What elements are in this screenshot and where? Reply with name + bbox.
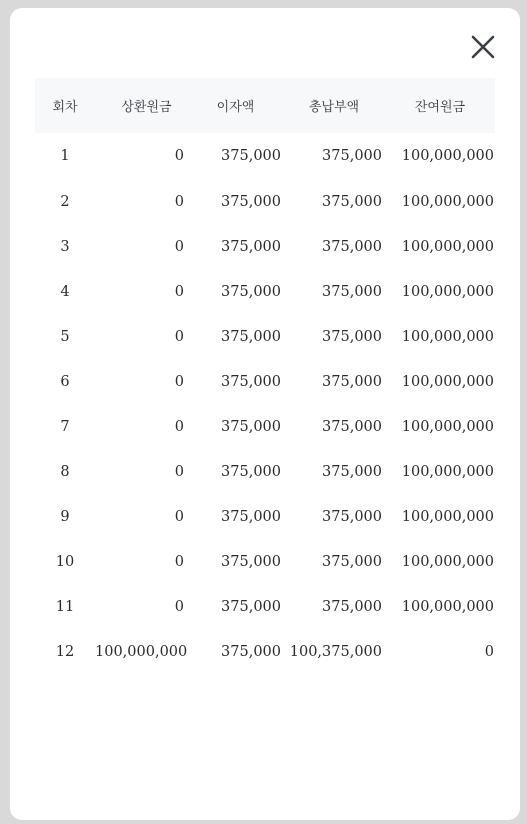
- cell-total-payment: 375,000: [322, 148, 382, 164]
- cell-round: 1: [60, 148, 70, 164]
- header-round: 회차: [52, 100, 78, 115]
- cell-remaining-principal: 100,000,000: [401, 598, 494, 615]
- cell-remaining-principal: 100,000,000: [401, 418, 494, 435]
- cell-interest: 375,000: [221, 373, 281, 390]
- cell-remaining-principal: 100,000,000: [401, 328, 494, 345]
- table-row: [35, 449, 495, 494]
- cell-principal: 0: [174, 553, 184, 570]
- cell-principal: 0: [174, 598, 184, 615]
- cell-total-payment: 375,000: [322, 598, 382, 615]
- cell-total-payment: 375,000: [322, 328, 382, 345]
- cell-round: 6: [60, 373, 70, 390]
- cell-round: 8: [60, 463, 70, 480]
- cell-total-payment: 375,000: [322, 553, 382, 570]
- cell-interest: 375,000: [221, 508, 281, 525]
- repayment-schedule-modal: [10, 8, 520, 820]
- cell-principal: 0: [174, 193, 184, 210]
- cell-remaining-principal: 100,000,000: [401, 463, 494, 480]
- close-icon: [468, 32, 498, 62]
- cell-interest: 375,000: [221, 193, 281, 210]
- repayment-schedule-table-wrap: [35, 78, 495, 674]
- cell-remaining-principal: 100,000,000: [401, 283, 494, 300]
- table-row: [35, 179, 495, 224]
- cell-total-payment: 375,000: [322, 418, 382, 435]
- cell-interest: 375,000: [221, 463, 281, 480]
- table-row: [35, 584, 495, 629]
- cell-principal: 0: [174, 148, 184, 164]
- cell-total-payment: 375,000: [322, 463, 382, 480]
- cell-remaining-principal: 100,000,000: [401, 238, 494, 255]
- cell-principal: 0: [174, 463, 184, 480]
- cell-remaining-principal: 100,000,000: [401, 373, 494, 390]
- table-row: [35, 314, 495, 359]
- cell-total-payment: 375,000: [322, 508, 382, 525]
- cell-interest: 375,000: [221, 328, 281, 345]
- cell-round: 11: [55, 598, 75, 615]
- cell-interest: 375,000: [221, 148, 281, 164]
- table-row: [35, 494, 495, 539]
- cell-round: 5: [60, 328, 70, 345]
- table-row: [35, 629, 495, 674]
- cell-remaining-principal: 100,000,000: [401, 508, 494, 525]
- cell-interest: 375,000: [221, 283, 281, 300]
- cell-round: 3: [60, 238, 70, 255]
- cell-interest: 375,000: [221, 598, 281, 615]
- cell-interest: 375,000: [221, 418, 281, 435]
- header-principal: 상환원금: [121, 100, 172, 115]
- table-row: [35, 359, 495, 404]
- repayment-schedule-table: [35, 78, 495, 674]
- cell-interest: 375,000: [221, 238, 281, 255]
- cell-principal: 100,000,000: [95, 643, 188, 660]
- cell-principal: 0: [174, 373, 184, 390]
- cell-principal: 0: [174, 238, 184, 255]
- table-row: [35, 539, 495, 584]
- cell-total-payment: 375,000: [322, 193, 382, 210]
- cell-interest: 375,000: [221, 643, 281, 660]
- cell-total-payment: 375,000: [322, 238, 382, 255]
- cell-round: 9: [60, 508, 70, 525]
- table-row: [35, 404, 495, 449]
- cell-principal: 0: [174, 283, 184, 300]
- cell-remaining-principal: 100,000,000: [401, 148, 494, 164]
- cell-principal: 0: [174, 508, 184, 525]
- cell-round: 4: [60, 283, 70, 300]
- header-remaining-principal: 잔여원금: [414, 100, 466, 115]
- cell-remaining-principal: 0: [484, 643, 494, 660]
- table-header-row: [35, 78, 495, 133]
- header-interest: 이자액: [216, 100, 255, 115]
- close-button[interactable]: [468, 32, 498, 62]
- cell-round: 2: [60, 193, 70, 210]
- cell-principal: 0: [174, 328, 184, 345]
- header-total-payment: 총납부액: [308, 100, 360, 115]
- cell-round: 12: [55, 643, 75, 660]
- cell-total-payment: 100,375,000: [289, 643, 382, 660]
- table-row: [35, 269, 495, 314]
- table-row: [35, 224, 495, 269]
- cell-round: 10: [55, 553, 75, 570]
- cell-principal: 0: [174, 418, 184, 435]
- table-row: [35, 133, 495, 179]
- cell-interest: 375,000: [221, 553, 281, 570]
- cell-total-payment: 375,000: [322, 283, 382, 300]
- cell-remaining-principal: 100,000,000: [401, 193, 494, 210]
- cell-total-payment: 375,000: [322, 373, 382, 390]
- cell-round: 7: [60, 418, 70, 435]
- cell-remaining-principal: 100,000,000: [401, 553, 494, 570]
- table-body: [35, 133, 495, 674]
